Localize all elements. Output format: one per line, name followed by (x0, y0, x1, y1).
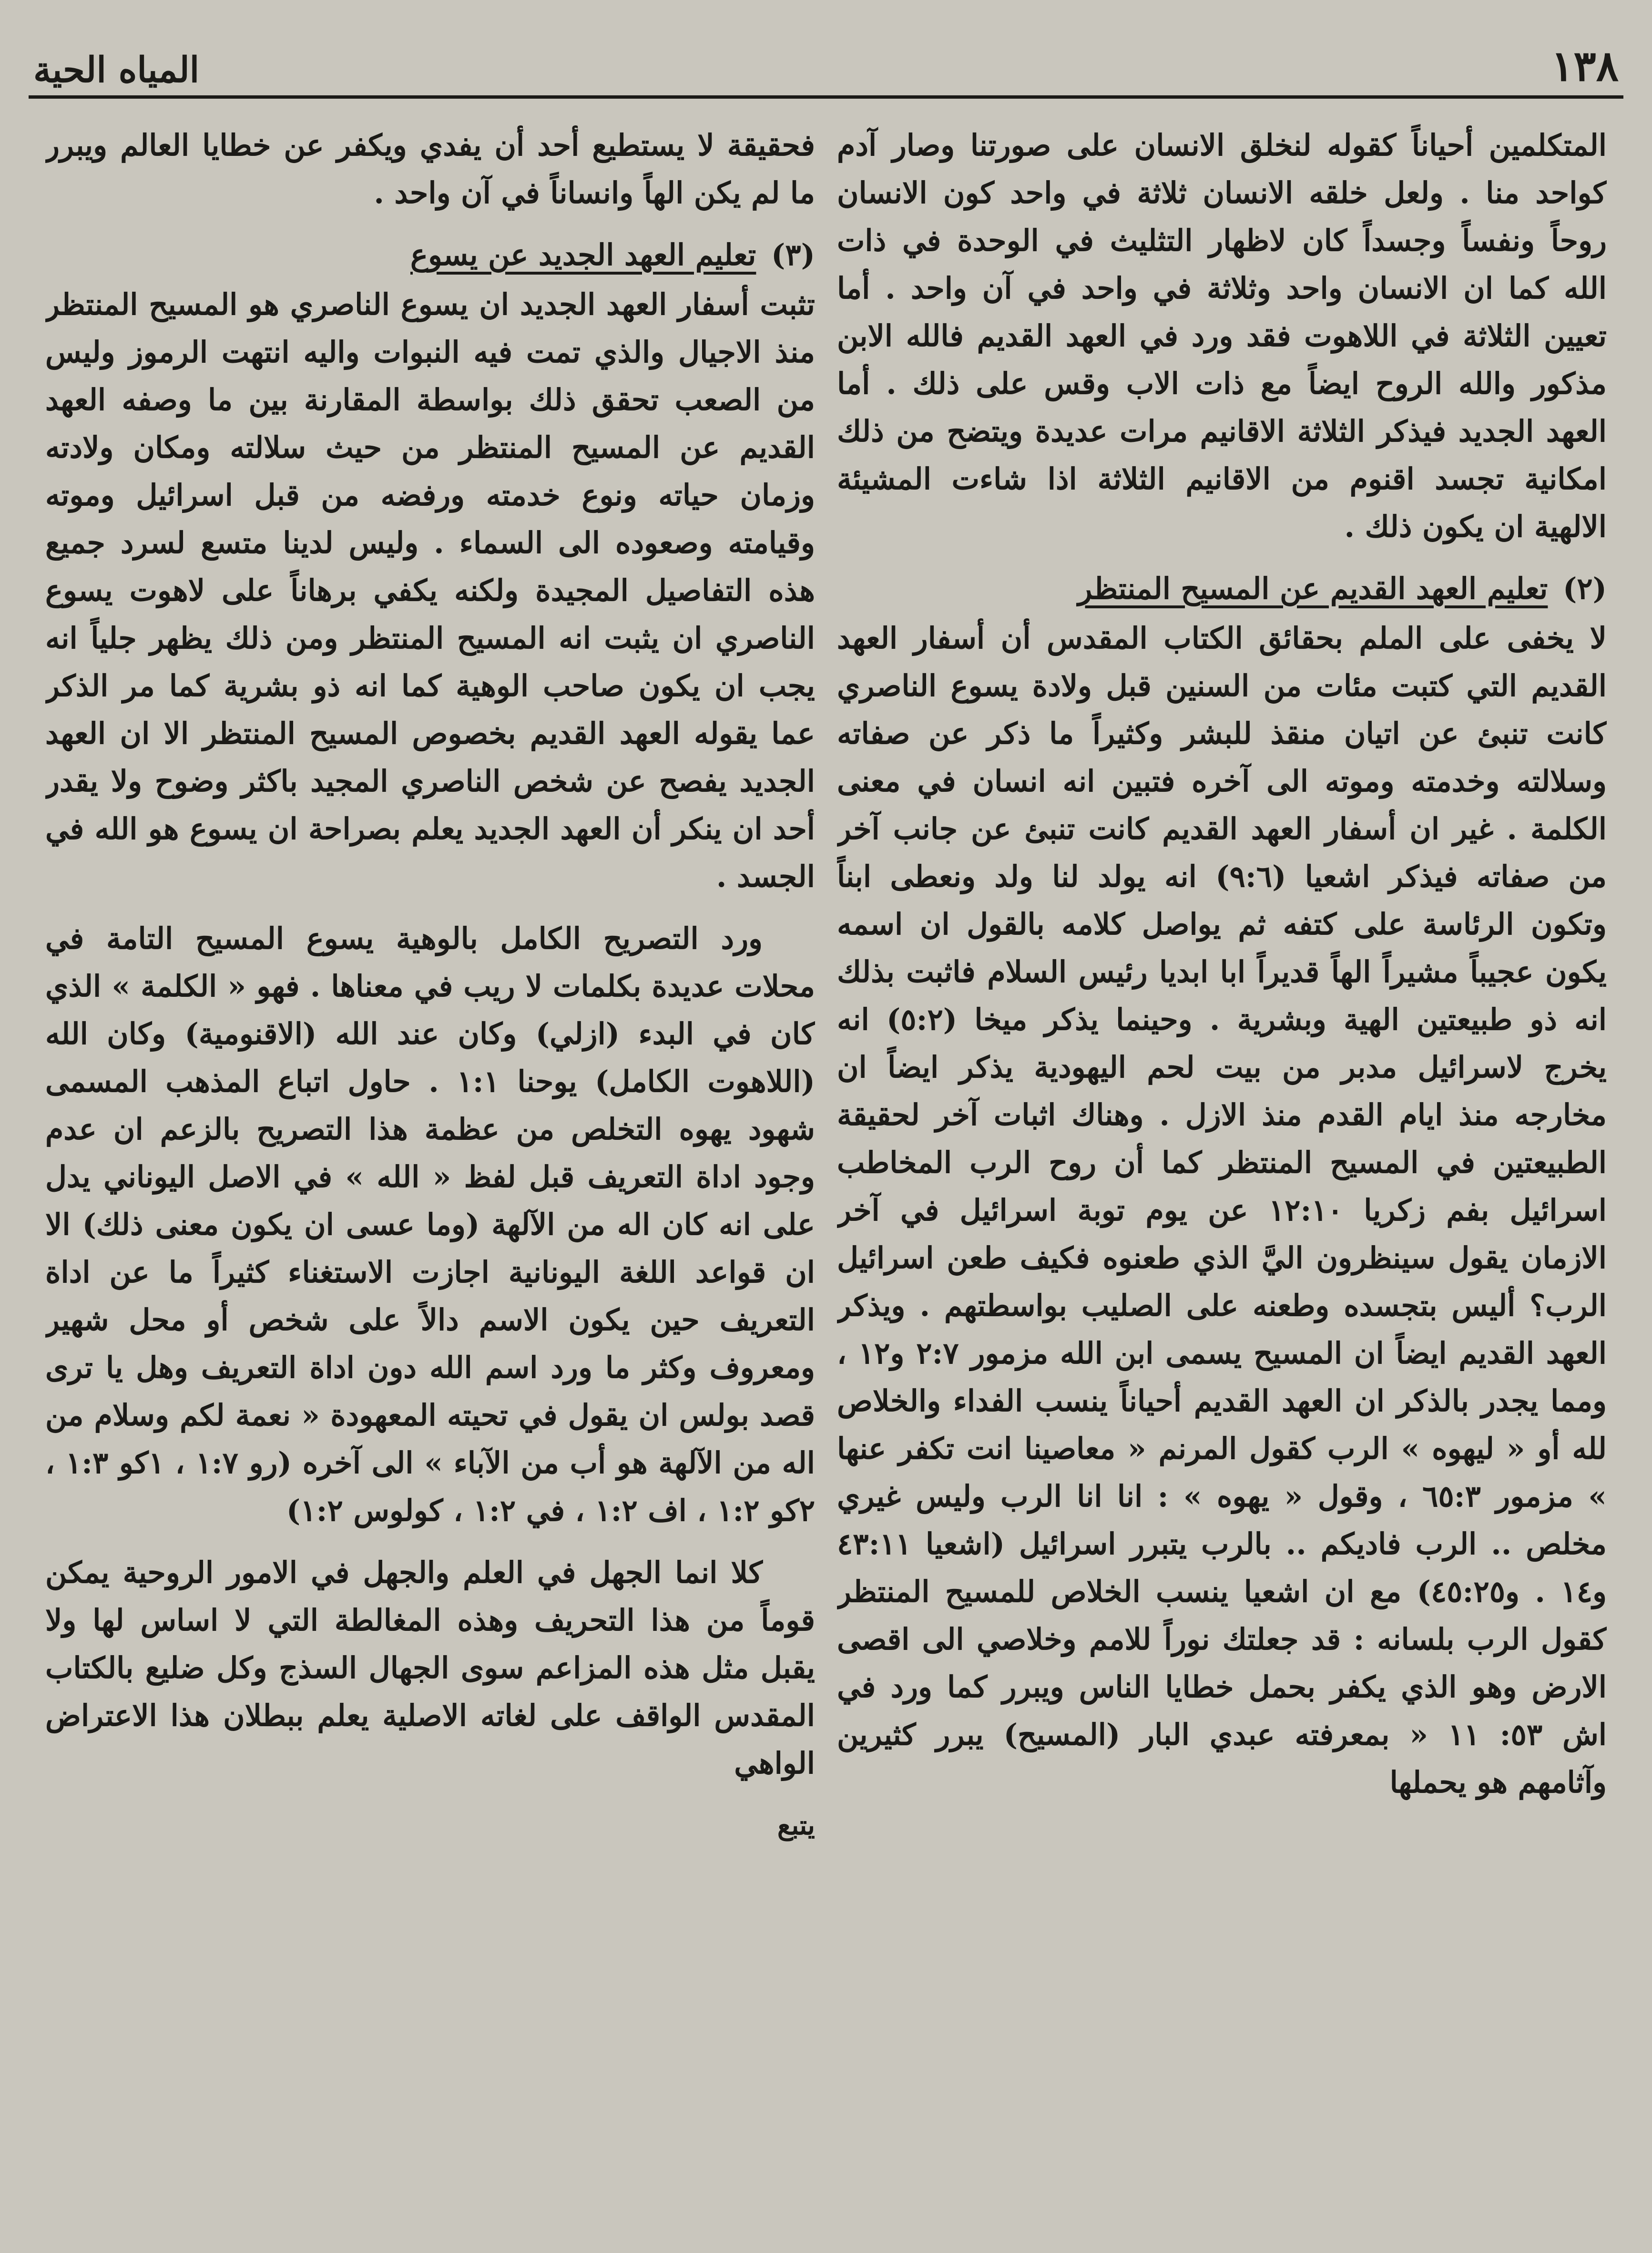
left-column (45, 122, 815, 2229)
section-2-title: تعليم العهد القديم عن المسيح المنتظر (1078, 571, 1548, 606)
section-3-number: (٣) (771, 237, 815, 272)
continued-note: يتبع (777, 1810, 815, 1841)
section-2-number: (٢) (1563, 571, 1607, 606)
section-3-heading (45, 231, 815, 279)
right-column (837, 122, 1607, 2229)
page-header (33, 29, 1619, 91)
left-paragraph-3: ورد التصريح الكامل بالوهية يسوع المسيح التامة في محلات عديدة بكلمات لا ريب في معناها . فهو « الكلمة » الذي كان في البدء (ازلي) وكان عند الله (الاقنومية) وكان الله (اللاهوت الكامل) يوحنا ١:١ . حاول اتباع المذهب المسمى شهود يهوه التخلص من عظمة هذا التصريح بالزعم ان عدم وجود اداة التعريف قبل لفظ « الله » في الاصل اليوناني يدل على انه كان اله من الآلهة (وما عسى ان يكون معنى ذلك) الا ان قواعد اللغة اليونانية اجازت الاستغناء كثيراً ما عن اداة التعريف حين يكون الاسم دالاً على شخص أو محل شهير ومعروف وكثر ما ورد اسم الله دون اداة التعريف وهل يا ترى قصد بولس ان يقول في تحيته المعهودة « نعمة لكم وسلام من اله من الآلهة هو أب من الآباء » الى آخره (رو ١:٧ ، ١كو ١:٣ ، ٢كو ١:٢ ، اف ١:٢ ، في ١:٢ ، كولوس ١:٢) (45, 921, 815, 1528)
left-paragraph-4: كلا انما الجهل في العلم والجهل في الامور الروحية يمكن قوماً من هذا التحريف وهذه المغالطة التي لا اساس لها ولا يقبل مثل هذه المزاعم سوى الجهال السذج وكل ضليع بالكتاب المقدس الواقف على لغاته الاصلية يعلم ببطلان هذا الاعتراض الواهي (45, 1555, 815, 1781)
left-paragraph-1: فحقيقة لا يستطيع أحد أن يفدي ويكفر عن خطايا العالم ويبرر ما لم يكن الهاً وانساناً في آن واحد . (45, 128, 815, 210)
right-paragraph-1: المتكلمين أحياناً كقوله لنخلق الانسان على صورتنا وصار آدم كواحد منا . ولعل خلقه الانسان ثلاثة في واحد كون الانسان روحاً ونفساً وجسداً كان لاظهار التثليث في الوحدة في ذات الله كما ان الانسان واحد وثلاثة في واحد في آن واحد . أما تعيين الثلاثة في اللاهوت فقد ورد في العهد القديم فالله الابن مذكور والله الروح ايضاً مع ذات الاب وقس على ذلك . أما العهد الجديد فيذكر الثلاثة الاقانيم مرات عديدة ويتضح من ذلك امكانية تجسد اقنوم من الاقانيم الثلاثة اذا شاءت المشيئة الالهية ان يكون ذلك . (837, 128, 1607, 544)
right-paragraph-2: لا يخفى على الملم بحقائق الكتاب المقدس أن أسفار العهد القديم التي كتبت مئات من السنين قبل ولادة يسوع الناصري كانت تنبئ عن اتيان منقذ للبشر وكثيراً ما ذكر عن صفاته وسلالته وخدمته وموته الى آخره فتبين انه انسان في معنى الكلمة . غير ان أسفار العهد القديم كانت تنبئ عن جانب آخر من صفاته فيذكر اشعيا (٩:٦) انه يولد لنا ولد ونعطى ابناً وتكون الرئاسة على كتفه ثم يواصل كلامه بالقول ان اسمه يكون عجيباً مشيراً الهاً قديراً ابا ابديا رئيس السلام فاثبت بذلك انه ذو طبيعتين الهية وبشرية . وحينما يذكر ميخا (٥:٢) انه يخرج لاسرائيل مدبر من بيت لحم اليهودية يذكر ايضاً ان مخارجه منذ ايام القدم منذ الازل . وهناك اثبات آخر لحقيقة الطبيعتين في المسيح المنتظر كما أن روح الرب المخاطب اسرائيل بفم زكريا ١٢:١٠ عن يوم توبة اسرائيل في آخر الازمان يقول سينظرون اليَّ الذي طعنوه فكيف طعن اسرائيل الرب؟ أليس بتجسده وطعنه على الصليب بواسطتهم . ويذكر العهد القديم ايضاً ان المسيح يسمى ابن الله مزمور ٢:٧ و١٢ ، ومما يجدر بالذكر ان العهد القديم أحياناً ينسب الفداء والخلاص لله أو « ليهوه » الرب كقول المرنم « معاصينا انت تكفر عنها » مزمور ٦٥:٣ ، وقول « يهوه » : انا انا الرب وليس غيري مخلص .. الرب فاديكم .. بالرب يتبرر اسرائيل (اشعيا ٤٣:١١ و١٤ . و٤٥:٢٥) مع ان اشعيا ينسب الخلاص للمسيح المنتظر كقول الرب بلسانه : قد جعلتك نوراً للامم وخلاصي الى اقصى الارض وهو الذي يكفر بحمل خطايا الناس ويبرر كما ورد في اش ٥٣: ١١ « بمعرفته عبدي البار (المسيح) يبرر كثيرين وآثامهم هو يحملها (837, 621, 1607, 1800)
left-paragraph-2: تثبت أسفار العهد الجديد ان يسوع الناصري هو المسيح المنتظر منذ الاجيال والذي تمت فيه النبوات واليه انتهت الرموز وليس من الصعب تحقق ذلك بواسطة المقارنة بين ما وصفه العهد القديم عن المسيح المنتظر من حيث سلالته ومكان ولادته وزمان حياته ونوع خدمته ورفضه من قبل اسرائيل وموته وقيامته وصعوده الى السماء . وليس لدينا متسع لسرد جميع هذه التفاصيل المجيدة ولكنه يكفي برهاناً على لاهوت يسوع الناصري ان يثبت انه المسيح المنتظر ومن ذلك يظهر جلياً انه يجب ان يكون صاحب الوهية كما انه ذو بشرية كما مر الذكر عما يقوله العهد القديم بخصوص المسيح المنتظر الا ان العهد الجديد يفصح عن شخص الناصري المجيد باكثر وضوح ولا يقدر أحد ان ينكر أن العهد الجديد يعلم بصراحة ان يسوع هو الله في الجسد . (45, 287, 815, 894)
section-3-title: تعليم العهد الجديد عن يسوع (410, 237, 756, 272)
running-title: المياه الحية (33, 50, 200, 91)
header-rule (29, 95, 1623, 99)
section-2-heading (837, 565, 1607, 613)
page-number: ١٣٨ (1551, 41, 1619, 91)
